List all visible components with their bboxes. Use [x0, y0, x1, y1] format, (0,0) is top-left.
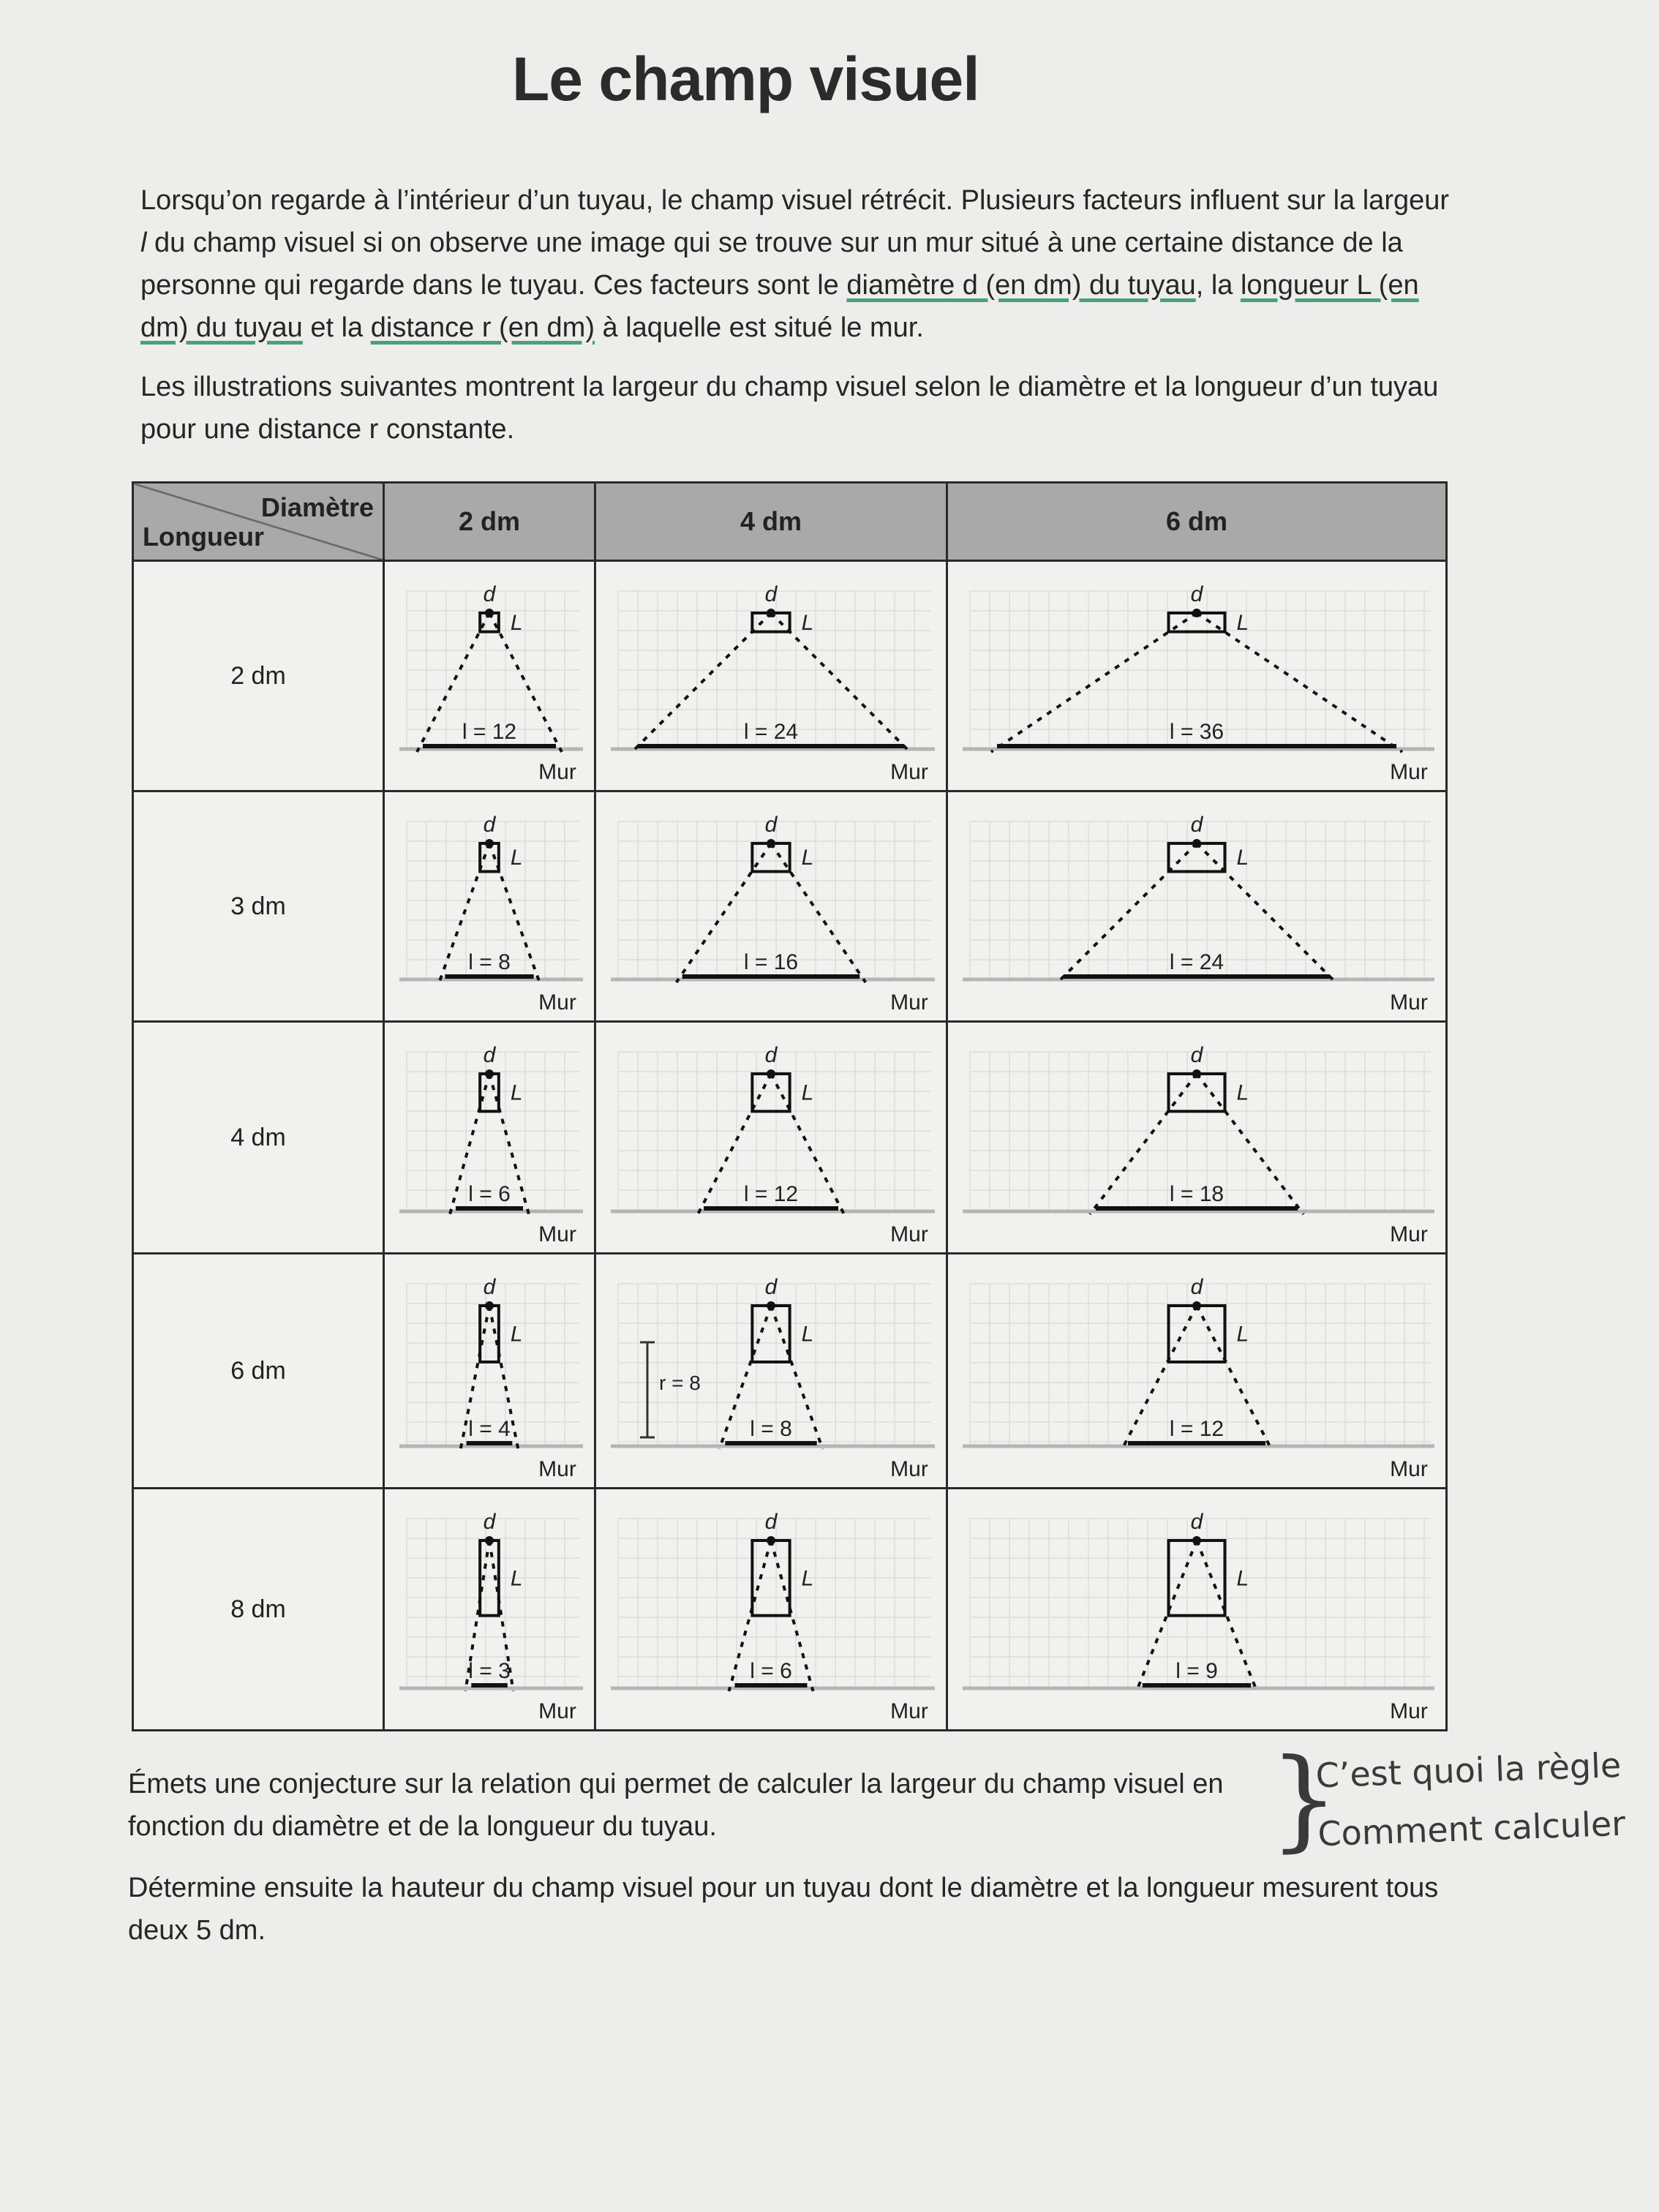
label-d: d	[764, 1275, 778, 1299]
pipe-diagram	[385, 1489, 594, 1729]
label-L: L	[1236, 610, 1249, 635]
label-mur: Mur	[538, 1457, 576, 1481]
sight-line	[991, 613, 1197, 752]
diagram-cell	[384, 1254, 595, 1489]
pipe-diagram	[948, 1254, 1445, 1487]
label-width: l = 24	[743, 720, 799, 744]
label-L: L	[801, 846, 814, 870]
label-d: d	[1190, 813, 1203, 837]
label-L: L	[1236, 1080, 1249, 1105]
label-width: l = 3	[468, 1659, 511, 1683]
label-L: L	[801, 1080, 814, 1105]
pipe-rectangle	[752, 1074, 789, 1111]
column-header-2dm: 2 dm	[384, 483, 595, 561]
label-mur: Mur	[890, 760, 928, 784]
pipe-rectangle	[752, 1306, 789, 1362]
label-mur: Mur	[538, 990, 576, 1015]
intro-text-a: Lorsqu’on regarde à l’intérieur d’un tuyau, le champ visuel rétrécit. Plusieurs facteurs influent sur la largeur	[140, 185, 1450, 216]
pipe-diagram	[596, 792, 946, 1020]
label-L: L	[510, 1080, 523, 1105]
label-r: r = 8	[659, 1372, 701, 1394]
intro-paragraph	[140, 179, 1457, 349]
diagram-cell	[384, 561, 595, 791]
label-mur: Mur	[538, 1699, 576, 1723]
label-width: l = 4	[468, 1417, 511, 1441]
label-width: l = 36	[1169, 720, 1224, 744]
diagram-cell	[595, 1489, 947, 1731]
diagram-cell	[947, 561, 1447, 791]
diagram-cell	[595, 1022, 947, 1254]
field-of-view-table	[132, 481, 1448, 1731]
label-L: L	[1236, 846, 1249, 870]
label-width: l = 16	[743, 950, 799, 974]
label-width: l = 24	[1169, 950, 1224, 974]
pipe-diagram	[948, 1023, 1445, 1252]
diagram-cell	[947, 1022, 1447, 1254]
column-header-6dm: 6 dm	[947, 483, 1447, 561]
pipe-rectangle	[1169, 1074, 1225, 1111]
diameter-header: Diamètre	[260, 492, 374, 522]
label-L: L	[510, 610, 523, 635]
pipe-rectangle	[480, 1074, 499, 1111]
diagram-cell	[947, 791, 1447, 1022]
label-width: l = 12	[1169, 1417, 1224, 1441]
row-header-length: 8 dm	[133, 1489, 384, 1731]
pipe-diagram	[385, 1254, 594, 1487]
label-width: l = 12	[462, 720, 517, 744]
intro-var-l: l	[140, 227, 147, 258]
label-L: L	[510, 846, 523, 870]
diagram-cell	[595, 561, 947, 791]
label-mur: Mur	[1390, 990, 1428, 1015]
label-L: L	[510, 1322, 523, 1347]
label-d: d	[1190, 1043, 1203, 1067]
label-d: d	[483, 1043, 496, 1067]
pipe-diagram	[948, 792, 1445, 1020]
label-d: d	[483, 813, 496, 837]
pipe-diagram	[596, 562, 946, 790]
intro-text-c: , la	[1195, 270, 1241, 301]
label-width: l = 18	[1169, 1182, 1224, 1206]
table-corner-header	[133, 483, 384, 561]
pipe-rectangle	[480, 1306, 499, 1362]
label-width: l = 8	[750, 1417, 792, 1441]
label-mur: Mur	[1390, 760, 1428, 784]
pipe-rectangle	[1169, 1306, 1225, 1362]
label-d: d	[764, 1043, 778, 1067]
label-d: d	[483, 1275, 496, 1299]
label-width: l = 12	[743, 1182, 799, 1206]
label-mur: Mur	[890, 1457, 928, 1481]
handwritten-line-1: C’est quoi la règle	[1314, 1745, 1622, 1796]
label-d: d	[764, 1510, 778, 1534]
diagram-cell	[384, 1022, 595, 1254]
diagram-cell	[947, 1254, 1447, 1489]
handwritten-brace: }	[1269, 1736, 1339, 1863]
handwritten-note	[1314, 1736, 1626, 1864]
row-header-length: 2 dm	[133, 561, 384, 791]
pipe-diagram	[948, 1489, 1445, 1729]
diagram-cell	[384, 791, 595, 1022]
illustration-intro: Les illustrations suivantes montrent la largeur du champ visuel selon le diamètre et la longueur d’un tuyau pour une distance r constante.	[140, 372, 1439, 445]
label-L: L	[801, 1566, 814, 1591]
label-width: l = 6	[750, 1659, 792, 1683]
label-mur: Mur	[538, 760, 576, 784]
label-mur: Mur	[1390, 1699, 1428, 1723]
diagram-cell	[947, 1489, 1447, 1731]
diagram-cell	[384, 1489, 595, 1731]
question-height: Détermine ensuite la hauteur du champ visuel pour un tuyau dont le diamètre et la longueur mesurent tous deux 5 dm.	[128, 1873, 1439, 1946]
intro-text-e: à laquelle est situé le mur.	[594, 312, 924, 343]
pipe-diagram	[596, 1254, 946, 1487]
label-d: d	[764, 813, 778, 837]
label-L: L	[1236, 1566, 1249, 1591]
column-header-4dm: 4 dm	[595, 483, 947, 561]
label-width: l = 8	[468, 950, 511, 974]
row-header-length: 4 dm	[133, 1022, 384, 1254]
pipe-diagram	[596, 1023, 946, 1252]
highlight-distance: distance r (en dm)	[370, 312, 595, 343]
label-d: d	[1190, 582, 1203, 606]
label-d: d	[1190, 1275, 1203, 1299]
row-header-length: 6 dm	[133, 1254, 384, 1489]
label-d: d	[1190, 1510, 1203, 1534]
intro-text-b: du champ visuel si on observe une image qui se trouve sur un mur situé à une certaine distance de la personne qui regarde dans le tuyau. Ces facteurs sont le	[140, 227, 1403, 301]
page-title: Le champ visuel	[512, 45, 979, 113]
label-d: d	[764, 582, 778, 606]
label-mur: Mur	[538, 1222, 576, 1246]
pipe-diagram	[596, 1489, 946, 1729]
diagram-cell	[595, 791, 947, 1022]
highlight-length: longueur L (en dm) du tuyau	[140, 270, 1419, 343]
label-width: l = 6	[468, 1182, 511, 1206]
length-header: Longueur	[143, 522, 264, 552]
label-d: d	[483, 1510, 496, 1534]
label-mur: Mur	[890, 1699, 928, 1723]
highlight-diameter: diamètre d (en dm) du tuyau	[846, 270, 1196, 301]
question-conjecture: Émets une conjecture sur la relation qui permet de calculer la largeur du champ visuel en fonction du diamètre et de la longueur du tuyau.	[128, 1769, 1224, 1842]
diagram-cell	[595, 1254, 947, 1489]
label-d: d	[483, 582, 496, 606]
handwritten-line-2: Comment calculer	[1317, 1803, 1626, 1854]
row-header-length: 3 dm	[133, 791, 384, 1022]
label-mur: Mur	[890, 1222, 928, 1246]
pipe-diagram	[385, 562, 594, 790]
pipe-diagram	[385, 1023, 594, 1252]
intro-text-d: et la	[302, 312, 371, 343]
label-L: L	[801, 1322, 814, 1347]
pipe-diagram	[948, 562, 1445, 790]
label-L: L	[510, 1566, 523, 1591]
label-mur: Mur	[890, 990, 928, 1015]
sight-line	[1197, 610, 1402, 752]
pipe-diagram	[385, 792, 594, 1020]
label-width: l = 9	[1175, 1659, 1218, 1683]
label-mur: Mur	[1390, 1222, 1428, 1246]
label-L: L	[801, 610, 814, 635]
label-L: L	[1236, 1322, 1249, 1347]
label-mur: Mur	[1390, 1457, 1428, 1481]
